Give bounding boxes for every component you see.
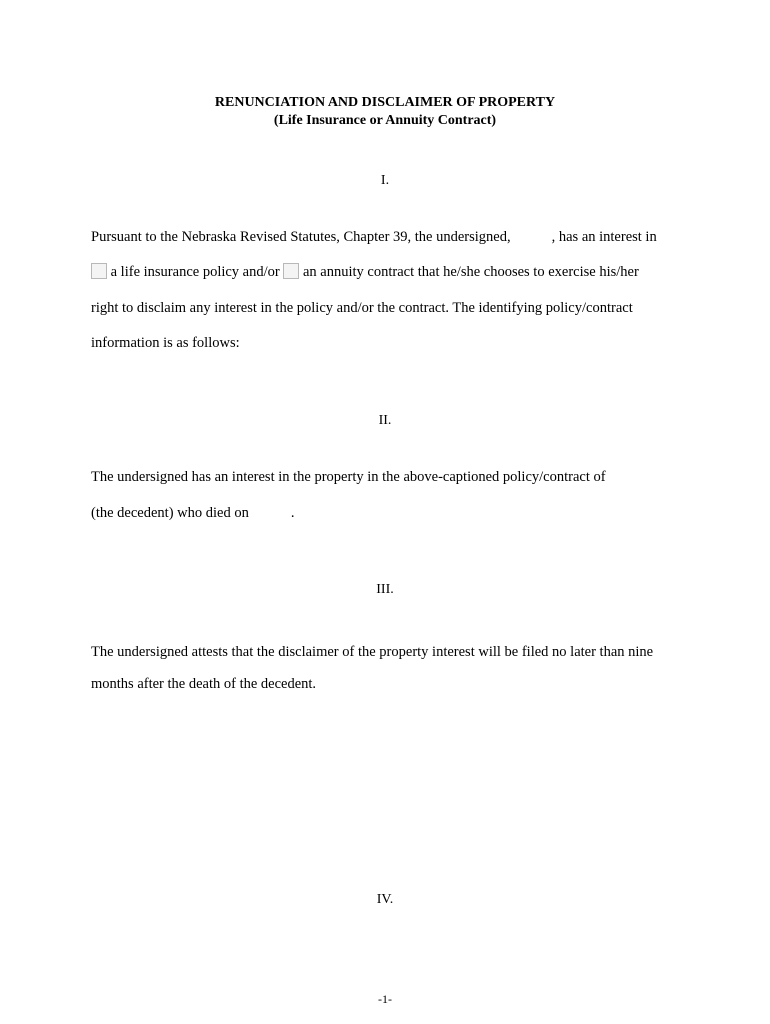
section-2-text: . [290, 505, 295, 521]
section-1-line-3: right to disclaim any interest in the policy and/or the contract. The identifying policy/contract [91, 300, 633, 316]
section-3-number: III. [376, 582, 394, 597]
section-1-line-2 [91, 263, 639, 281]
section-1-text: a life insurance policy and/or [110, 264, 280, 280]
life-insurance-checkbox[interactable] [91, 263, 107, 279]
section-1-line-4: information is as follows: [91, 335, 240, 351]
section-1-text: , has an interest in [551, 229, 657, 245]
section-2-line-1: The undersigned has an interest in the property in the above-captioned policy/contract of [91, 469, 606, 485]
section-3-line-1: The undersigned attests that the disclaimer of the property interest will be filed no later than nine [91, 644, 654, 660]
section-2-number: II. [378, 413, 392, 428]
section-3-line-2: months after the death of the decedent. [91, 676, 317, 692]
section-2-line-2 [91, 504, 294, 522]
section-4-number: IV. [376, 892, 394, 907]
section-1-text: Pursuant to the Nebraska Revised Statutes, Chapter 39, the undersigned, [91, 229, 511, 245]
section-1-number: I. [380, 173, 390, 188]
document-title: RENUNCIATION AND DISCLAIMER OF PROPERTY [214, 95, 556, 110]
section-1-line-1 [91, 228, 657, 246]
annuity-contract-checkbox[interactable] [283, 263, 299, 279]
section-1-text: an annuity contract that he/she chooses to exercise his/her [302, 264, 639, 280]
undersigned-name-field[interactable] [511, 228, 552, 244]
document-subtitle: (Life Insurance or Annuity Contract) [273, 113, 497, 128]
section-2-text: (the decedent) who died on [91, 505, 249, 521]
page-number: -1- [378, 992, 392, 1006]
date-of-death-field[interactable] [249, 504, 291, 520]
